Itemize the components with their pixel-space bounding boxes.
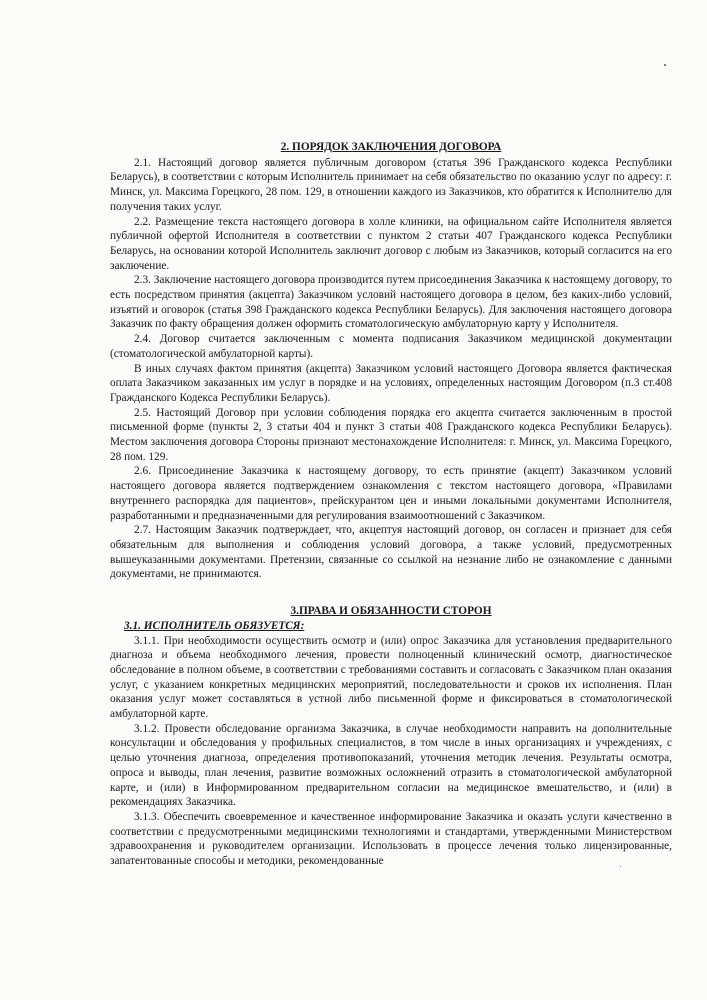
paragraph-2-3: 2.3. Заключение настоящего договора производится путем присоединения Заказчика к настоящему договору, то есть посредством принятия (акцепта) Заказчиком условий настоящего договора в целом, без каких-либо условий, изъятий и оговорок (статья 398 Гражданского кодекса Республики Беларусь). Для заключения настоящего договора Заказчик по факту обращения должен оформить стоматологическую амбулаторную карту у Исполнителя.	[110, 274, 673, 331]
paragraph-2-5: 2.5. Настоящий Договор при условии соблюдения порядка его акцепта считается заключенным в простой письменной форме (пункты 2, 3 статьи 404 и пункт 3 статьи 408 Гражданского кодекса Республики Беларусь). Местом заключения договора Стороны признают местонахождение Исполнителя: г. Минск, ул. Максима Горецкого, 28 пом. 129.	[110, 406, 672, 463]
document-body	[110, 140, 672, 869]
paragraph-3-1-1: 3.1.1. При необходимости осуществить осмотр и (или) опрос Заказчика для установления предварительного диагноза и объема необходимого лечения, провести полноценный клинический осмотр, диагностическое обследование в полном объеме, в соответствии с требованиями составить и согласовать с Заказчиком план оказания услуг, с указанием конкретных медицинских мероприятий, последовательности и сроков их исполнения. План оказания услуг может составляться в устной либо письменной форме и фиксироваться в стоматологической амбулаторной карте.	[110, 634, 672, 721]
paragraph-2-7: 2.7. Настоящим Заказчик подтверждает, что, акцептуя настоящий договор, он согласен и признает для себя обязательным для выполнения и соблюдения условий договора, а также условий, предусмотренных вышеуказанными документами. Претензии, связанные со ссылкой на незнание либо не ознакомление с данными документами, не принимаются.	[110, 524, 672, 581]
paragraph-2-4-continued: В иных случаях фактом принятия (акцепта) Заказчиком условий настоящего Договора является фактическая оплата Заказчиком заказанных им услуг в порядке и на условиях, определенных настоящим Договором (п.3 ст.408 Гражданского Кодекса Республики Беларусь).	[110, 362, 672, 404]
section-3-1-subheading: 3.1. ИСПОЛНИТЕЛЬ ОБЯЗУЕТСЯ:	[124, 619, 305, 632]
paragraph-2-6: 2.6. Присоединение Заказчика к настоящему договору, то есть принятие (акцепт) Заказчиком условий настоящего договора является подтверждением ознакомления с текстом настоящего договора, «Правилами внутреннего распорядка для пациентов», прейскурантом цен и иными локальными документами Исполнителя, разработанными и предназначенными для регулирования взаимоотношений с Заказчиком.	[110, 465, 672, 522]
section-3-heading: 3.ПРАВА И ОБЯЗАННОСТИ СТОРОН	[290, 605, 492, 618]
paragraph-2-2: 2.2. Размещение текста настоящего договора в холле клиники, на официальном сайте Исполнителя является публичной офертой Исполнителя в соответствии с пунктом 2 статьи 407 Гражданского кодекса Республики Беларусь, на основании которой Исполнитель заключит договор с любым из Заказчиков, который согласится на его заключение.	[110, 215, 672, 272]
paragraph-2-4: 2.4. Договор считается заключенным с момента подписания Заказчиком медицинской документации (стоматологической амбулаторной карты).	[110, 333, 672, 360]
scan-speck	[620, 866, 621, 867]
paragraph-3-1-3: 3.1.3. Обеспечить своевременное и качественное информирование Заказчика и оказать услуги качественно в соответствии с предусмотренными медицинскими технологиями и стандартами, утвержденными Министерством здравоохранения и руководителем организации. Использовать в процессе лечения только лицензированные, запатентованные способы и методики, рекомендованные	[110, 810, 672, 868]
paragraph-3-1-2: 3.1.2. Провести обследование организма Заказчика, в случае необходимости направить на дополнительные консультации и обследования у профильных специалистов, в том числе в иных организациях и учреждениях, с целью уточнения диагноза, определения противопоказаний, уточнения методик лечения. Результаты осмотра, опроса и выводы, план лечения, развитие возможных осложнений отразить в стоматологической амбулаторной карте, и (или) в Информированном предварительном согласии на медицинское вмешательство, и (или) в рекомендациях Заказчика.	[110, 722, 672, 809]
paragraph-2-1: 2.1. Настоящий договор является публичным договором (статья 396 Гражданского кодекса Республики Беларусь), в соответствии с которым Исполнитель принимает на себя обязательство по оказанию услуг по адресу: г. Минск, ул. Максима Горецкого, 28 пом. 129, в отношении каждого из Заказчиков, кто обратится к Исполнителю для получения таких услуг.	[110, 156, 672, 213]
scan-speck	[664, 64, 666, 66]
section-2-heading: 2. ПОРЯДОК ЗАКЛЮЧЕНИЯ ДОГОВОРА	[280, 141, 502, 153]
